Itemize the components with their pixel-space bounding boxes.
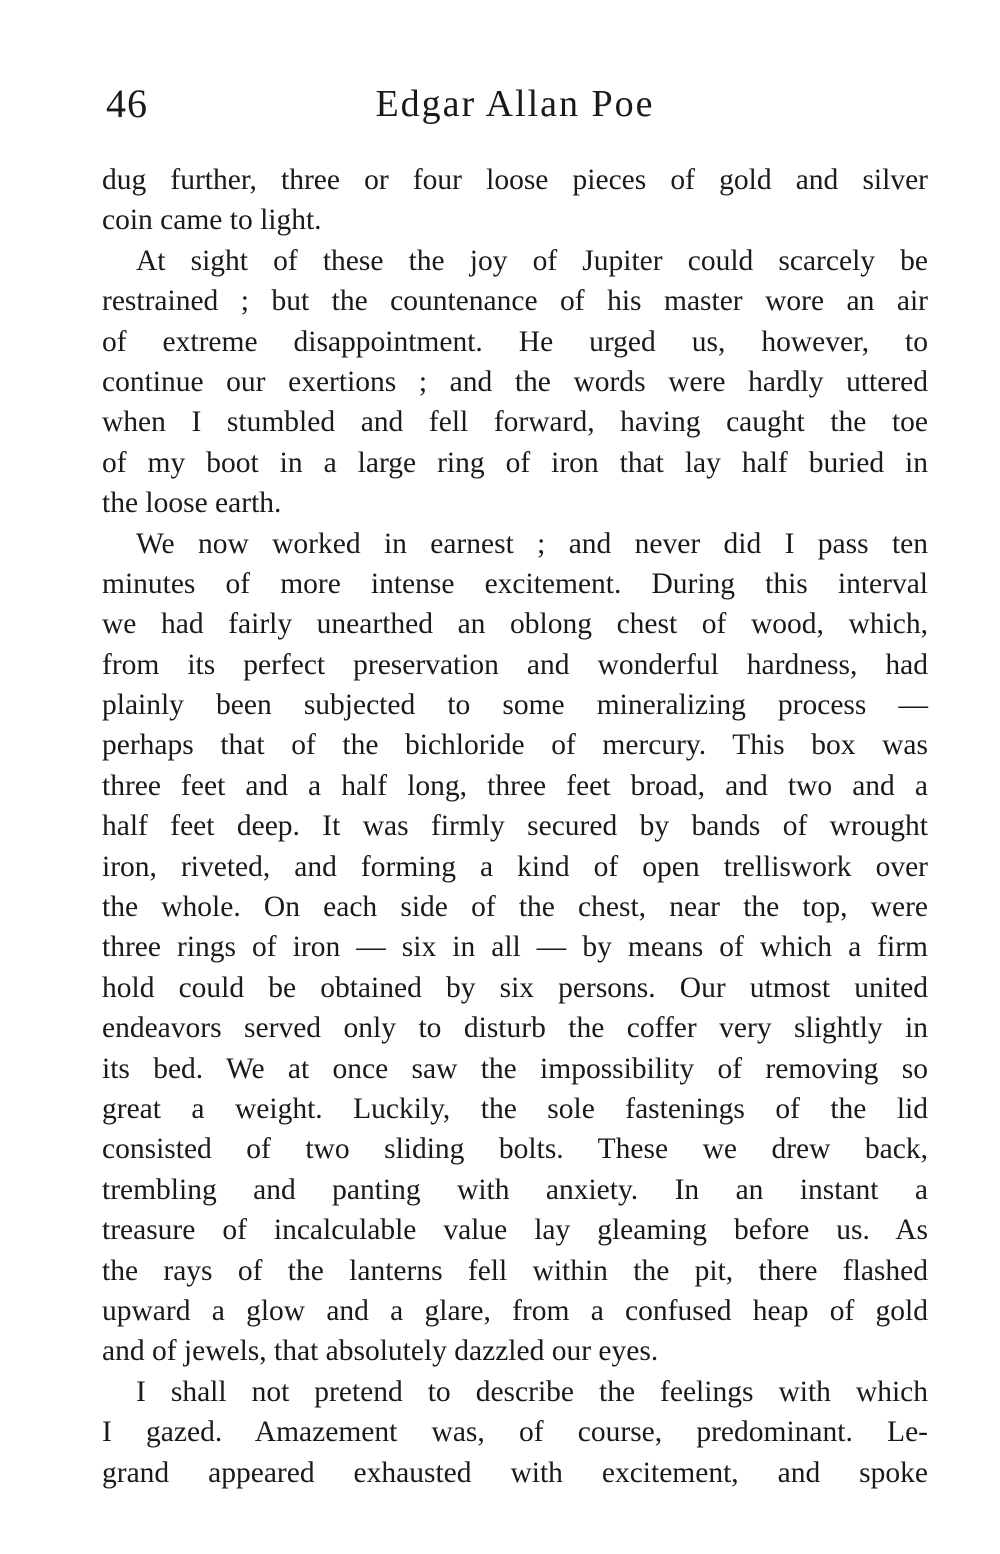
text-line: hold could be obtained by six persons. Our utmost united (102, 971, 928, 1004)
text-line: when I stumbled and fell forward, having caught the toe (102, 406, 928, 439)
text-line: of extreme disappointment. He urged us, however, to (102, 325, 928, 358)
running-title: Edgar Allan Poe (375, 83, 655, 125)
page-number: 46 (106, 81, 148, 126)
body-text (102, 160, 928, 1493)
text-line: upward a glow and a glare, from a confused heap of gold (102, 1294, 928, 1327)
text-line: restrained ; but the countenance of his master wore an air (102, 285, 928, 318)
text-line: of my boot in a large ring of iron that lay half buried in (102, 446, 928, 479)
text-line: At sight of these the joy of Jupiter could scarcely be (136, 244, 928, 277)
text-line: perhaps that of the bichloride of mercury. This box was (102, 729, 928, 762)
text-line: half feet deep. It was firmly secured by bands of wrought (102, 810, 928, 843)
text-line: great a weight. Luckily, the sole fastenings of the lid (102, 1092, 928, 1125)
page-header (100, 78, 930, 130)
text-line: We now worked in earnest ; and never did I pass ten (136, 527, 928, 560)
text-line: treasure of incalculable value lay gleaming before us. As (102, 1214, 928, 1247)
text-line: iron, riveted, and forming a kind of open trelliswork over (102, 850, 928, 883)
text-line: the whole. On each side of the chest, near the top, were (102, 891, 928, 924)
text-line: trembling and panting with anxiety. In an instant a (102, 1173, 928, 1206)
text-line: three feet and a half long, three feet broad, and two and a (102, 769, 928, 802)
text-line: consisted of two sliding bolts. These we drew back, (102, 1133, 928, 1166)
text-line: plainly been subjected to some mineralizing process — (102, 689, 928, 722)
text-line: I gazed. Amazement was, of course, predominant. Le- (102, 1416, 928, 1449)
text-line: the rays of the lanterns fell within the pit, there flashed (102, 1254, 928, 1287)
text-line: three rings of iron — six in all — by means of which a firm (102, 931, 928, 964)
text-line: continue our exertions ; and the words were hardly uttered (102, 365, 928, 398)
text-line: we had fairly unearthed an oblong chest of wood, which, (102, 608, 928, 641)
text-line: I shall not pretend to describe the feelings with which (136, 1375, 928, 1408)
text-line: and of jewels, that absolutely dazzled our eyes. (102, 1335, 659, 1368)
text-line: its bed. We at once saw the impossibility of removing so (102, 1052, 928, 1085)
text-line: from its perfect preservation and wonderful hardness, had (102, 648, 928, 681)
text-line: coin came to light. (102, 204, 322, 237)
text-line: dug further, three or four loose pieces of gold and silver (102, 164, 928, 196)
text-line: grand appeared exhausted with excitement, and spoke (102, 1456, 928, 1489)
text-line: the loose earth. (102, 487, 282, 520)
text-line: endeavors served only to disturb the coffer very slightly in (102, 1012, 928, 1045)
text-line: minutes of more intense excitement. During this interval (102, 567, 928, 600)
